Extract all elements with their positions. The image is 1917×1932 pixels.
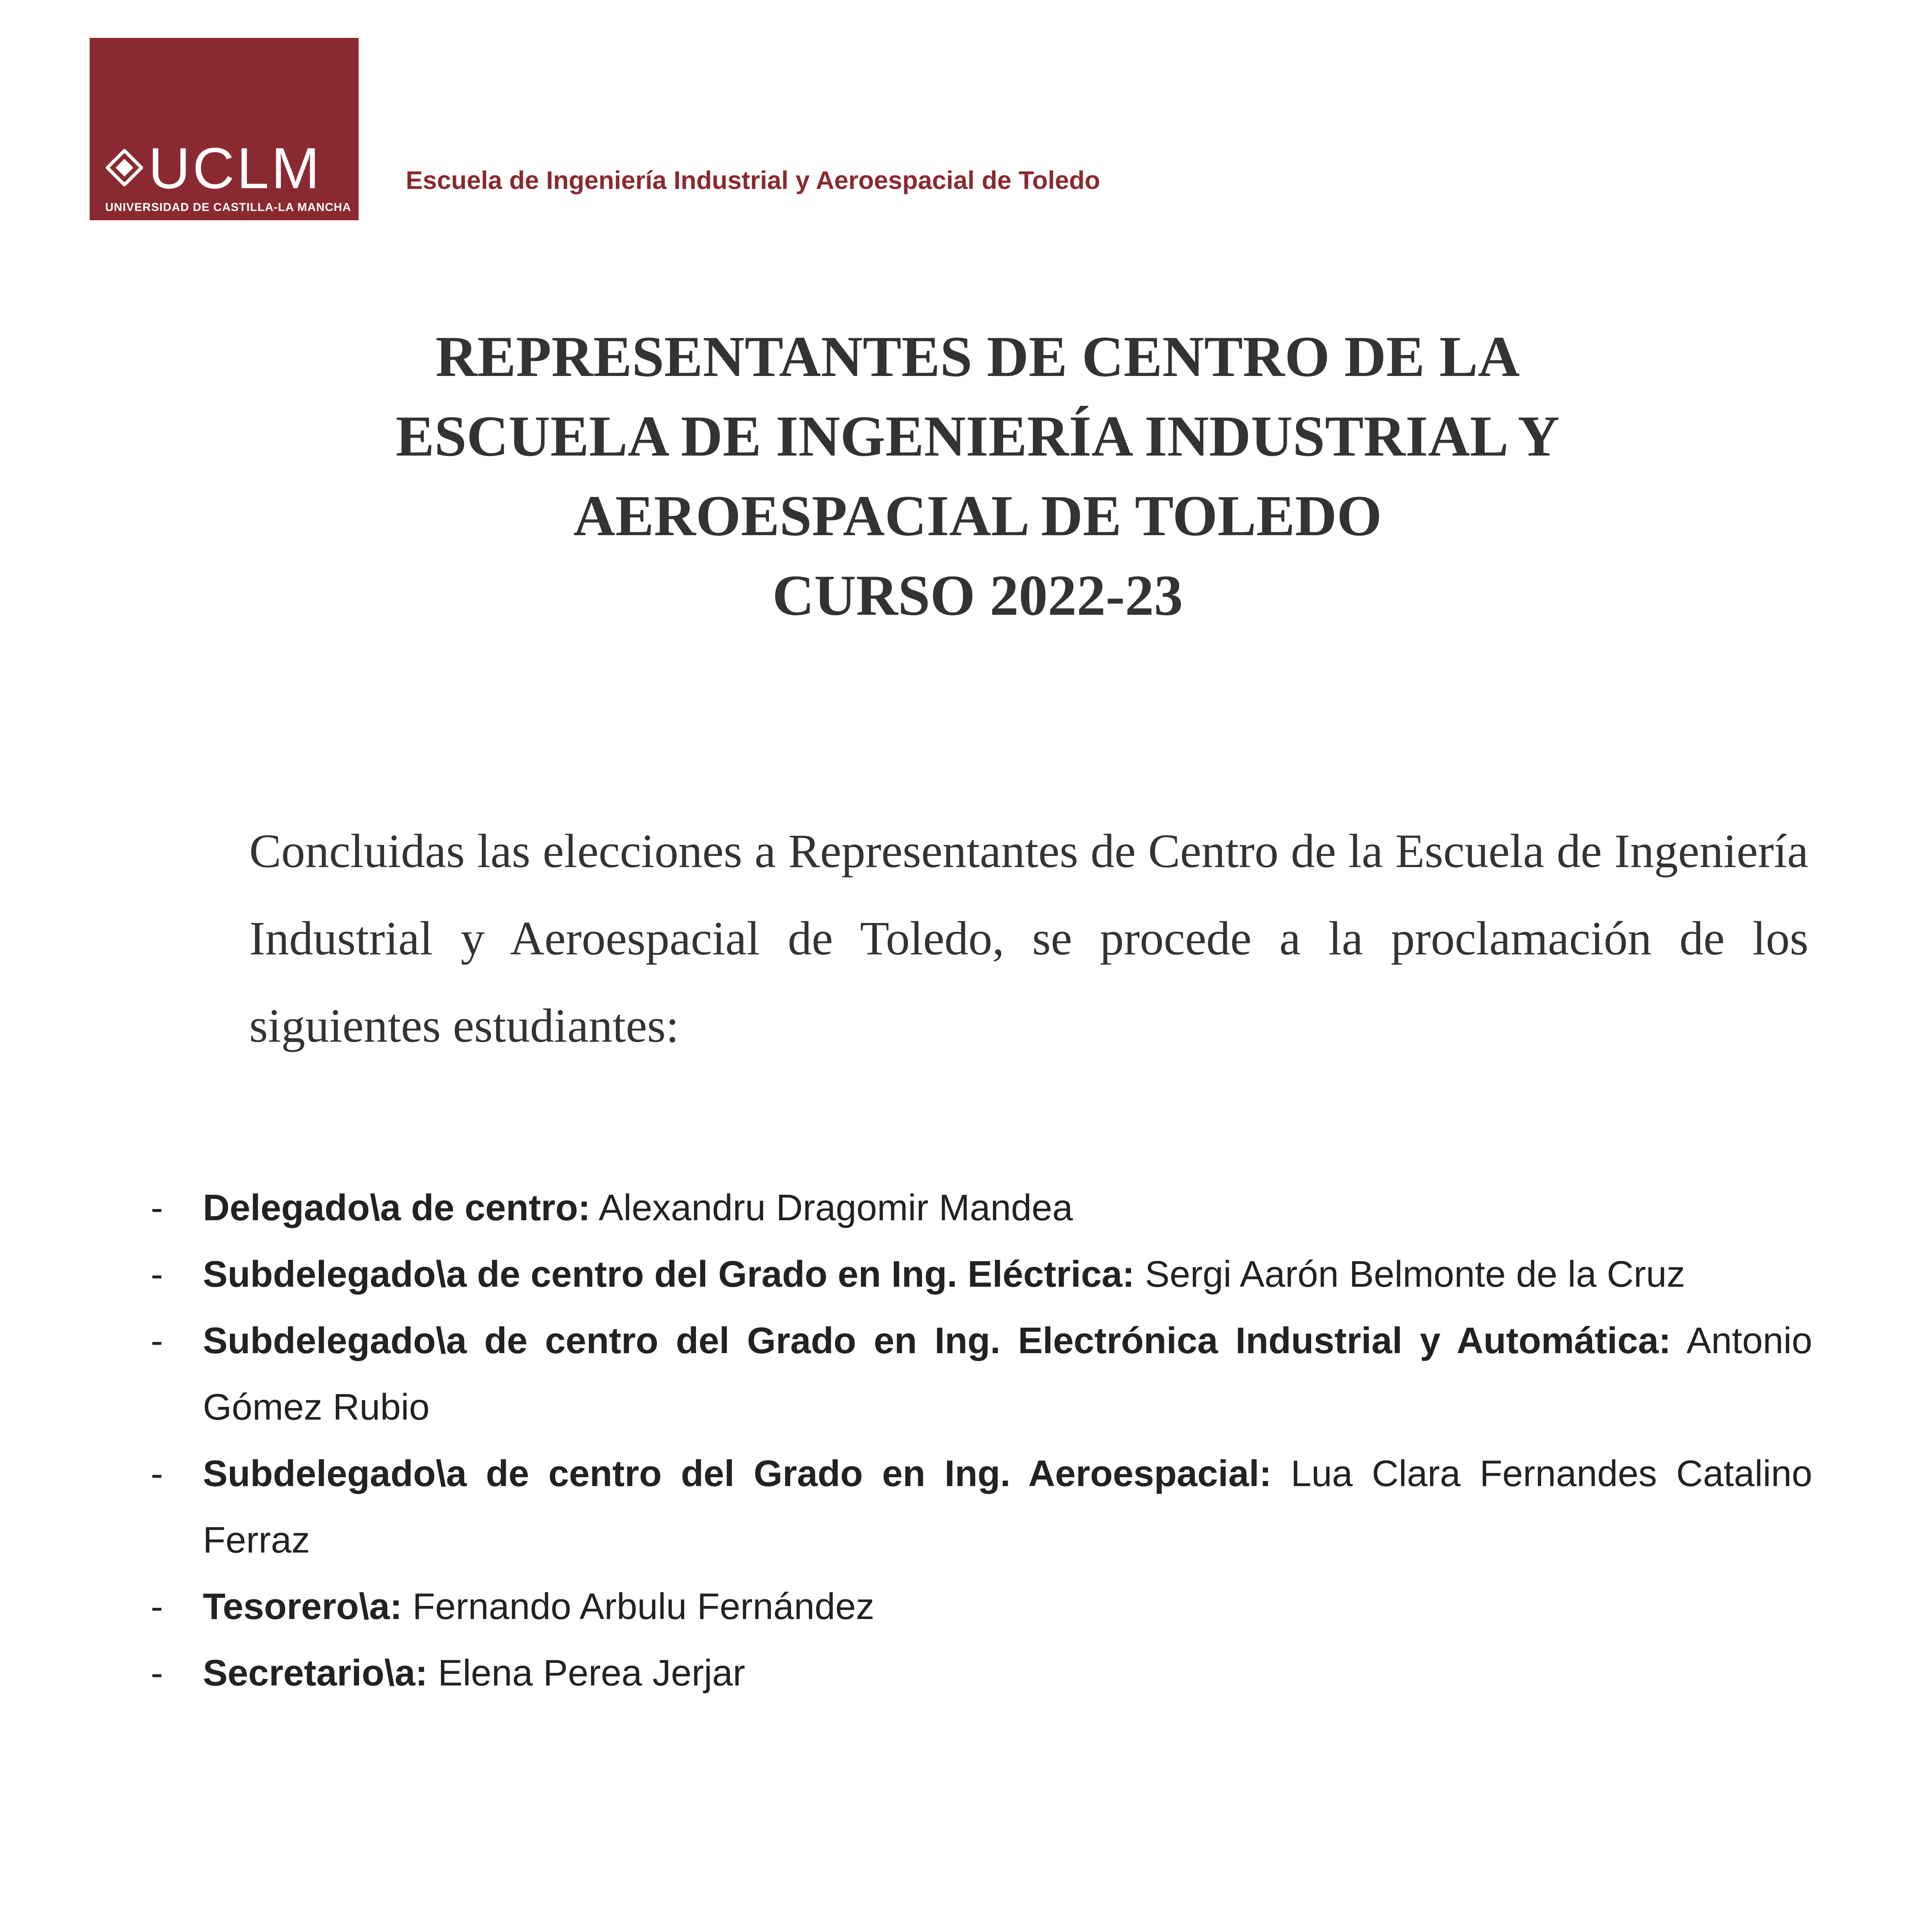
rep-role: Subdelegado\a de centro del Grado en Ing. Aeroespacial:	[203, 1453, 1272, 1494]
list-item	[151, 1308, 1812, 1440]
uclm-logo	[90, 38, 359, 220]
list-item	[151, 1175, 1812, 1241]
rep-name: Antonio Gómez Rubio	[203, 1320, 1813, 1428]
list-item	[151, 1573, 1812, 1640]
rep-name: Elena Perea Jerjar	[438, 1652, 745, 1694]
list-bullet: -	[151, 1253, 163, 1295]
title-line: CURSO 2022-23	[772, 563, 1183, 628]
document-title	[193, 317, 1762, 635]
rep-name: Sergi Aarón Belmonte de la Cruz	[1145, 1253, 1685, 1295]
rep-role: Secretario\a:	[203, 1652, 428, 1694]
list-bullet: -	[151, 1187, 163, 1228]
title-line: AEROESPACIAL DE TOLEDO	[573, 484, 1382, 548]
rep-name: Alexandru Dragomir Mandea	[599, 1187, 1073, 1228]
title-line: REPRESENTANTES DE CENTRO DE LA	[435, 325, 1520, 389]
rep-name: Fernando Arbulu Fernández	[412, 1586, 874, 1627]
list-bullet: -	[151, 1320, 163, 1361]
rep-name: Lua Clara Fernandes Catalino Ferraz	[203, 1453, 1813, 1561]
school-name: Escuela de Ingeniería Industrial y Aeroespacial de Toledo	[406, 166, 1101, 194]
rep-role: Tesorero\a:	[203, 1586, 402, 1627]
list-item	[151, 1241, 1812, 1308]
title-line: ESCUELA DE INGENIERÍA INDUSTRIAL Y	[396, 404, 1560, 468]
logo-wordmark: UCLM	[148, 136, 322, 201]
list-bullet: -	[151, 1652, 163, 1694]
rep-role: Delegado\a de centro:	[203, 1187, 590, 1228]
uclm-emblem-icon	[106, 149, 143, 186]
list-bullet: -	[151, 1453, 163, 1494]
logo-subtitle: UNIVERSIDAD DE CASTILLA-LA MANCHA	[105, 201, 351, 214]
intro-paragraph: Concluidas las elecciones a Representantes de Centro de la Escuela de Ingeniería Industrial y Aeroespacial de Toledo, se procede a la proclamación de los siguientes estudiantes:	[249, 825, 1808, 1052]
list-item	[151, 1440, 1812, 1573]
list-bullet: -	[151, 1586, 163, 1627]
list-item	[151, 1640, 1812, 1706]
rep-role: Subdelegado\a de centro del Grado en Ing. Eléctrica:	[203, 1253, 1135, 1295]
rep-role: Subdelegado\a de centro del Grado en Ing. Electrónica Industrial y Automática:	[203, 1320, 1671, 1361]
representatives-list	[151, 1175, 1812, 1706]
